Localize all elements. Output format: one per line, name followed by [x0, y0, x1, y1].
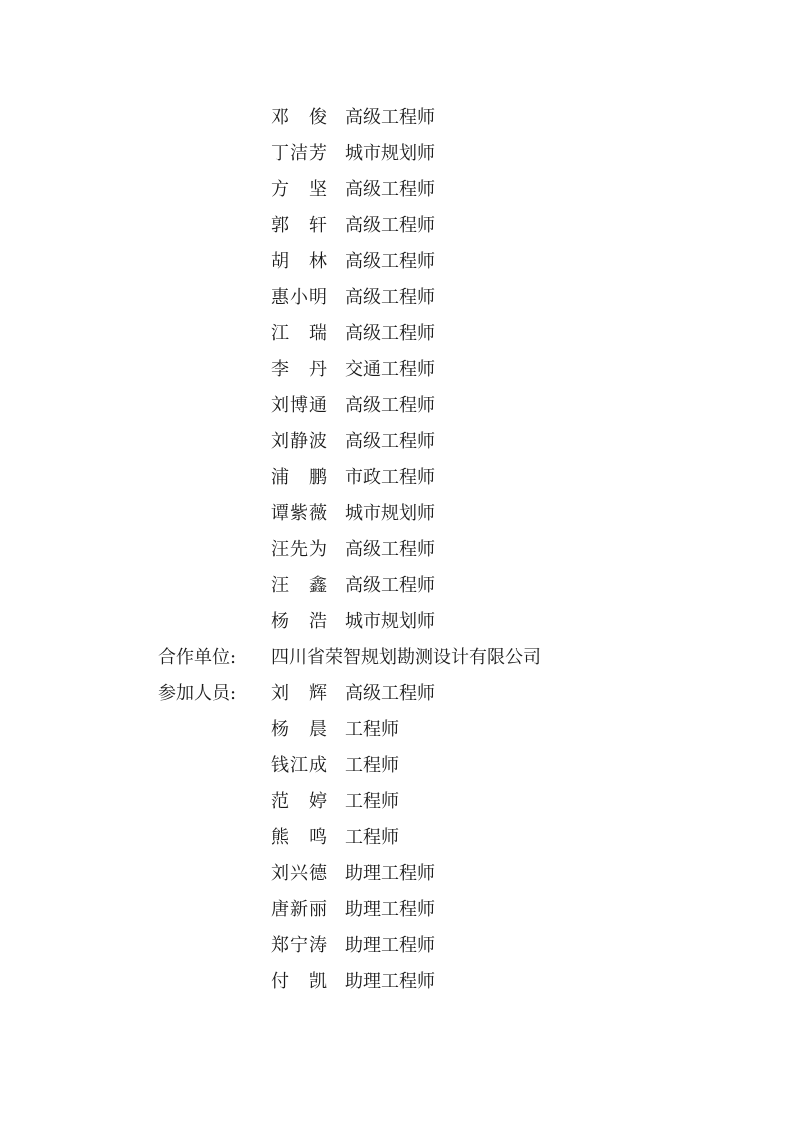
staff-title: 高级工程师	[345, 575, 435, 596]
name-char: 德	[309, 863, 327, 884]
staff-title: 城市规划师	[345, 611, 435, 632]
staff-name	[271, 496, 327, 532]
name-char: 林	[309, 251, 327, 272]
staff-name	[271, 532, 327, 568]
staff-title: 高级工程师	[345, 287, 435, 308]
name-char: 胡	[271, 251, 289, 272]
name-char: 汪	[271, 575, 289, 596]
staff-title: 交通工程师	[345, 359, 435, 380]
name-char: 瑞	[309, 323, 327, 344]
staff-name	[271, 208, 327, 244]
name-char: 芳	[309, 143, 327, 164]
staff-name	[271, 928, 327, 964]
staff-title: 高级工程师	[345, 251, 435, 272]
name-char: 刘	[271, 683, 289, 704]
staff-title: 城市规划师	[345, 503, 435, 524]
name-char: 江	[271, 323, 289, 344]
name-char: 涛	[309, 935, 327, 956]
staff-title: 高级工程师	[345, 323, 435, 344]
name-char: 博	[290, 395, 308, 416]
name-char: 邓	[271, 107, 289, 128]
name-char: 晨	[309, 719, 327, 740]
cooperation-unit: 四川省荣智规划勘测设计有限公司	[271, 647, 541, 668]
name-char: 熊	[271, 827, 289, 848]
name-char: 鑫	[309, 575, 327, 596]
name-char: 江	[290, 755, 308, 776]
name-char: 浩	[309, 611, 327, 632]
name-char: 新	[290, 899, 308, 920]
name-char: 波	[309, 431, 327, 452]
staff-name	[271, 568, 327, 604]
name-char: 辉	[309, 683, 327, 704]
name-char: 谭	[271, 503, 289, 524]
name-char: 俊	[309, 107, 327, 128]
staff-name	[271, 604, 327, 640]
staff-title: 高级工程师	[345, 683, 435, 704]
name-char: 惠	[271, 287, 289, 308]
name-char: 兴	[290, 863, 308, 884]
staff-title: 高级工程师	[345, 431, 435, 452]
name-char: 婷	[309, 791, 327, 812]
staff-title: 高级工程师	[345, 107, 435, 128]
name-char: 成	[309, 755, 327, 776]
name-char: 薇	[309, 503, 327, 524]
staff-name	[271, 100, 327, 136]
name-char: 刘	[271, 431, 289, 452]
name-char: 方	[271, 179, 289, 200]
staff-title: 工程师	[345, 755, 399, 776]
name-char: 轩	[309, 215, 327, 236]
name-char: 刘	[271, 395, 289, 416]
staff-name	[271, 352, 327, 388]
staff-name	[271, 676, 327, 712]
name-char: 刘	[271, 863, 289, 884]
name-char: 鸣	[309, 827, 327, 848]
staff-name	[271, 892, 327, 928]
name-char: 丽	[309, 899, 327, 920]
name-char: 丹	[309, 359, 327, 380]
name-char: 李	[271, 359, 289, 380]
staff-title: 高级工程师	[345, 179, 435, 200]
name-char: 先	[290, 539, 308, 560]
staff-name	[271, 460, 327, 496]
staff-title: 城市规划师	[345, 143, 435, 164]
staff-name	[271, 856, 327, 892]
name-char: 通	[309, 395, 327, 416]
name-char: 丁	[271, 143, 289, 164]
staff-title: 工程师	[345, 719, 399, 740]
name-char: 唐	[271, 899, 289, 920]
staff-name	[271, 244, 327, 280]
staff-title: 高级工程师	[345, 215, 435, 236]
staff-name	[271, 748, 327, 784]
staff-name	[271, 316, 327, 352]
staff-title: 工程师	[345, 791, 399, 812]
staff-title: 助理工程师	[345, 899, 435, 920]
cooperation-label: 合作单位:	[158, 647, 237, 668]
staff-name	[271, 136, 327, 172]
staff-name	[271, 172, 327, 208]
staff-title: 市政工程师	[345, 467, 435, 488]
name-char: 坚	[309, 179, 327, 200]
name-char: 凯	[309, 971, 327, 992]
staff-name	[271, 388, 327, 424]
participants-label: 参加人员:	[158, 683, 237, 704]
staff-title: 助理工程师	[345, 863, 435, 884]
staff-title: 助理工程师	[345, 935, 435, 956]
name-char: 鹏	[309, 467, 327, 488]
staff-title: 高级工程师	[345, 395, 435, 416]
staff-title: 工程师	[345, 827, 399, 848]
staff-name	[271, 820, 327, 856]
name-char: 紫	[290, 503, 308, 524]
staff-title: 高级工程师	[345, 539, 435, 560]
name-char: 洁	[290, 143, 308, 164]
name-char: 郭	[271, 215, 289, 236]
name-char: 静	[290, 431, 308, 452]
staff-name	[271, 712, 327, 748]
name-char: 为	[309, 539, 327, 560]
name-char: 浦	[271, 467, 289, 488]
name-char: 明	[309, 287, 327, 308]
name-char: 范	[271, 791, 289, 812]
name-char: 汪	[271, 539, 289, 560]
staff-name	[271, 964, 327, 1000]
staff-name	[271, 784, 327, 820]
staff-name	[271, 424, 327, 460]
name-char: 钱	[271, 755, 289, 776]
name-char: 付	[271, 971, 289, 992]
name-char: 郑	[271, 935, 289, 956]
name-char: 杨	[271, 719, 289, 740]
staff-title: 助理工程师	[345, 971, 435, 992]
name-char: 小	[290, 287, 308, 308]
name-char: 宁	[290, 935, 308, 956]
name-char: 杨	[271, 611, 289, 632]
staff-name	[271, 280, 327, 316]
